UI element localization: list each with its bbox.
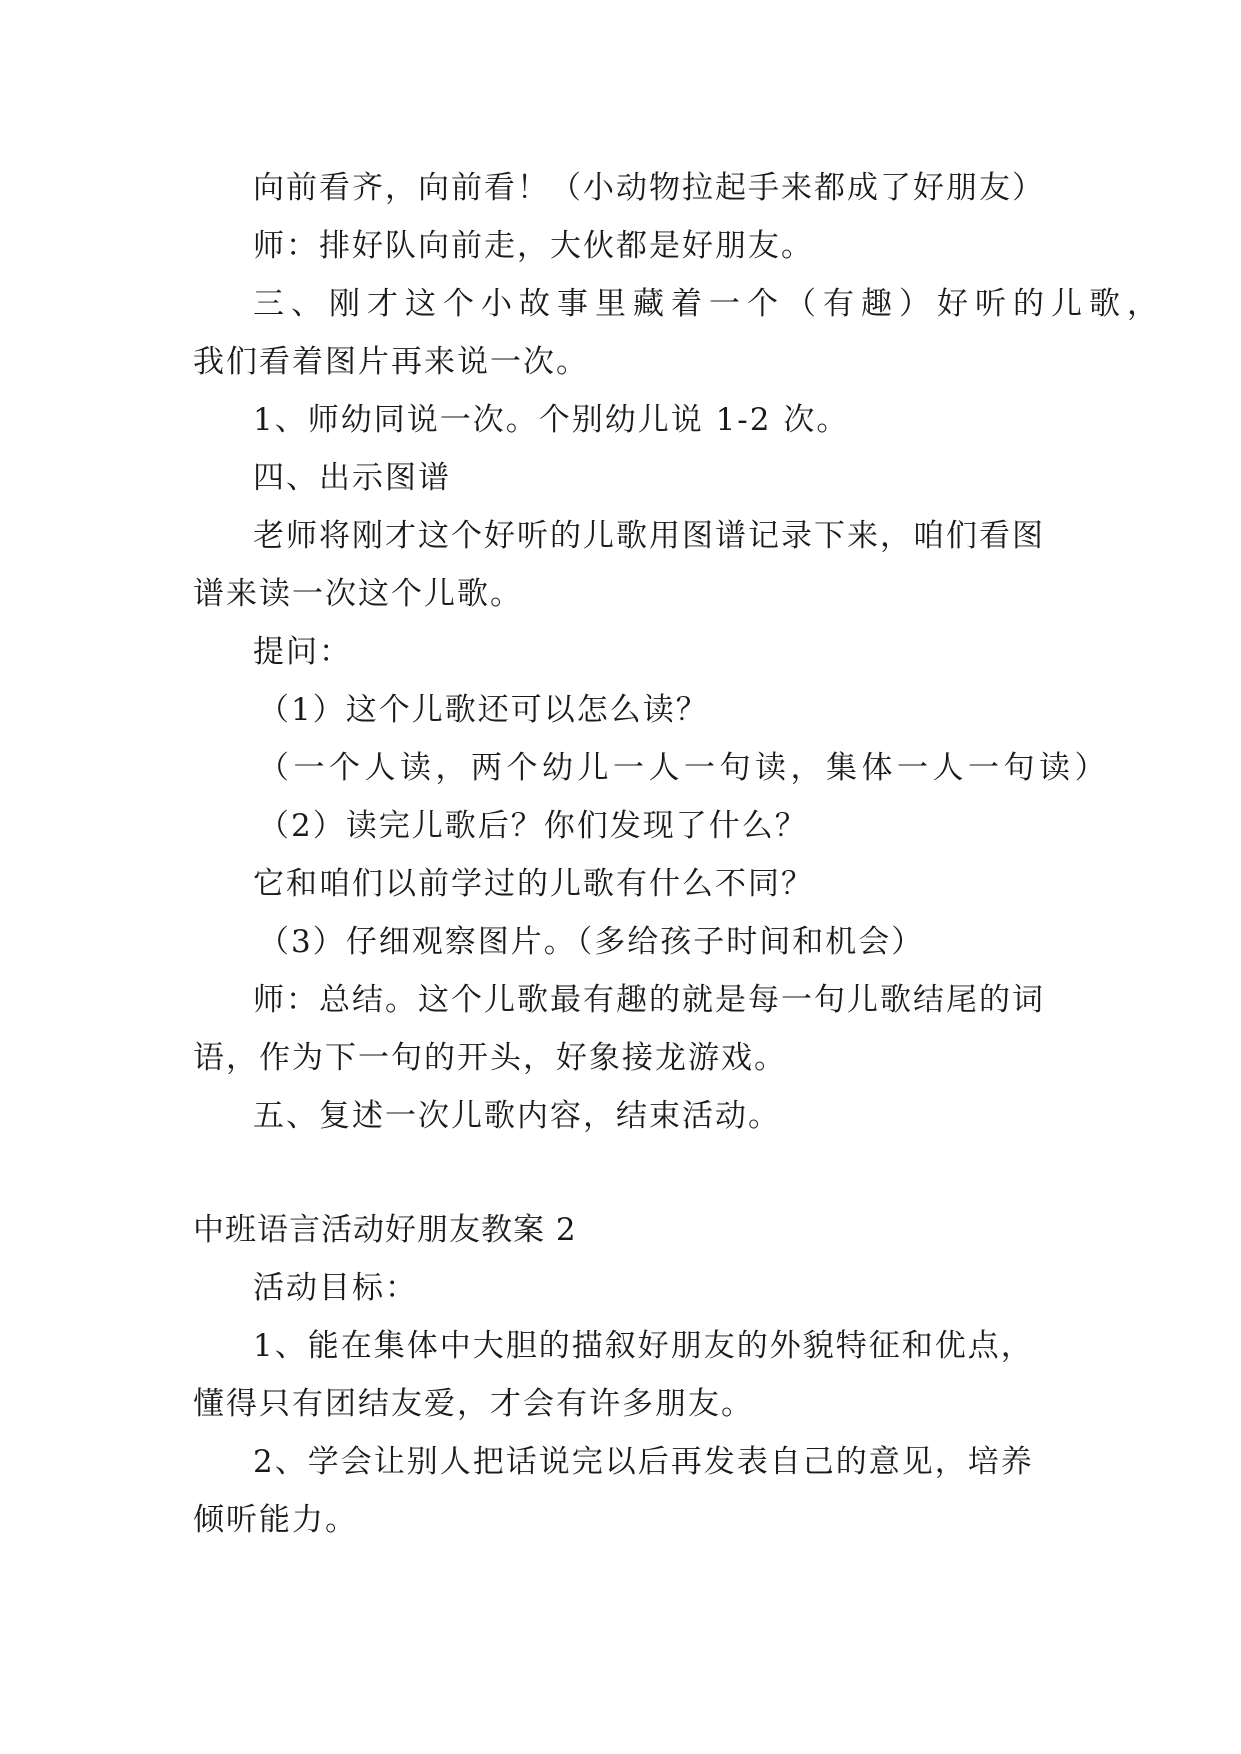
- paragraph-line: 我们看着图片再来说一次。: [193, 344, 589, 380]
- paragraph-line: 三、刚才这个小故事里藏着一个（有趣）好听的儿歌，: [253, 286, 1165, 322]
- question-line: （2）读完儿歌后？你们发现了什么？: [258, 808, 808, 844]
- paragraph-line: （一个人读，两个幼儿一人一句读，集体一人一句读）: [258, 750, 1110, 786]
- paragraph-line: 提问：: [253, 634, 352, 670]
- paragraph-line: 谱来读一次这个儿歌。: [193, 576, 523, 612]
- section-heading: 五、复述一次儿歌内容，结束活动。: [253, 1098, 781, 1134]
- document-title: 中班语言活动好朋友教案 2: [193, 1212, 577, 1248]
- paragraph-line: 倾听能力。: [193, 1502, 358, 1538]
- paragraph-line: 师：排好队向前走，大伙都是好朋友。: [253, 228, 814, 264]
- paragraph-line: 1、能在集体中大胆的描叙好朋友的外貌特征和优点，: [253, 1328, 1034, 1364]
- paragraph-line: 老师将刚才这个好听的儿歌用图谱记录下来，咱们看图: [253, 518, 1045, 554]
- section-heading: 四、出示图谱: [253, 460, 451, 496]
- paragraph-line: 它和咱们以前学过的儿歌有什么不同？: [253, 866, 814, 902]
- paragraph-line: 师：总结。这个儿歌最有趣的就是每一句儿歌结尾的词: [253, 982, 1045, 1018]
- paragraph-line: 向前看齐，向前看！（小动物拉起手来都成了好朋友）: [253, 170, 1045, 206]
- question-line: （1）这个儿歌还可以怎么读？: [258, 692, 709, 728]
- paragraph-line: 语，作为下一句的开头，好象接龙游戏。: [193, 1040, 787, 1076]
- paragraph-line: 2、学会让别人把话说完以后再发表自己的意见，培养: [253, 1444, 1034, 1480]
- question-line: （3）仔细观察图片。（多给孩子时间和机会）: [258, 924, 925, 960]
- paragraph-line: 懂得只有团结友爱，才会有许多朋友。: [193, 1386, 754, 1422]
- section-heading: 活动目标：: [253, 1270, 418, 1306]
- paragraph-line: 1、师幼同说一次。个别幼儿说 1-2 次。: [253, 402, 850, 438]
